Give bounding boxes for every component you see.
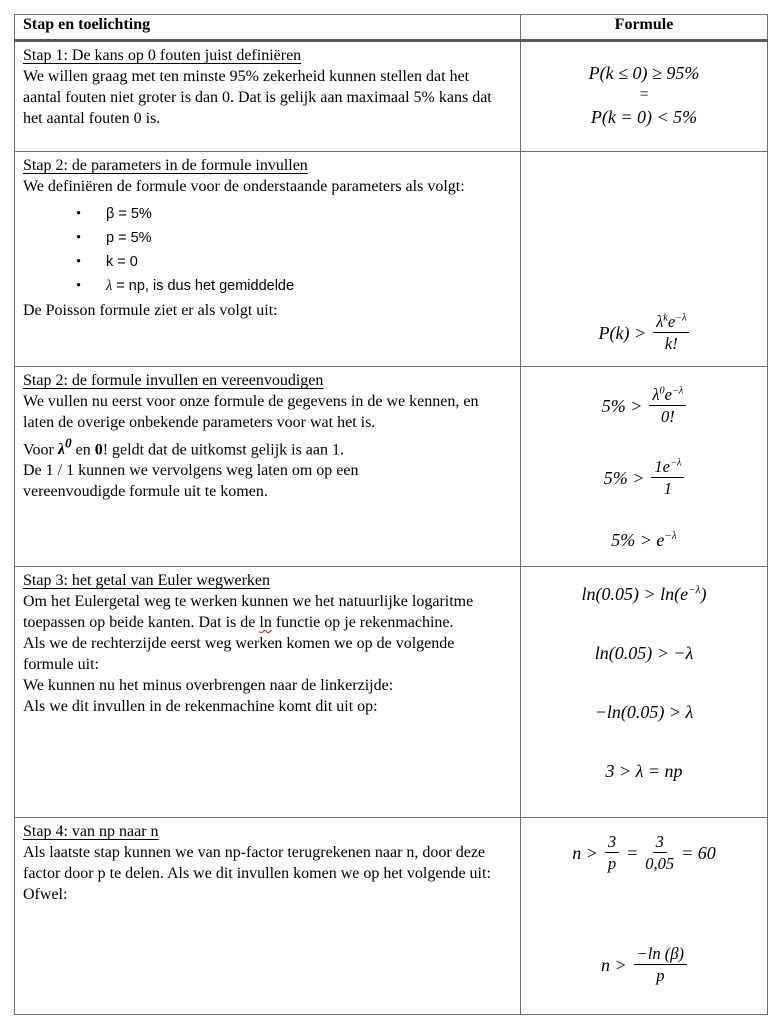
poisson-numerator: $\lambda^ke^{-\lambda}$ (653, 312, 689, 333)
stap3-paragraph3: We kunnen nu het minus overbrengen naar de linkerzijde: (23, 677, 394, 694)
table-row-stap4 (15, 818, 768, 1015)
stap2a-title: Stap 2: de parameters in de formule invullen (23, 157, 308, 174)
formula-minus-ln-gt-lambda: −ln(0.05) > λ (594, 702, 694, 722)
stap4-paragraph2: Ofwel: (23, 886, 68, 903)
formula-3-gt-lambda-np: 3 > λ = np (605, 761, 683, 781)
stap2a-formula-stack (521, 152, 767, 361)
formula-ln-gt-minus-lambda: ln(0.05) > −λ (594, 643, 694, 663)
stap2a-paragraph1: We definiëren de formule voor de onderstaande parameters als volgt: (23, 178, 465, 195)
stap1-title: Stap 1: De kans op 0 fouten juist definiëren (23, 47, 302, 64)
lambda-power-zero: $\lambda^0$ (57, 436, 72, 459)
fraction-3-over-p: $\frac{3}{p}$ (605, 832, 619, 873)
stap2b-formula-stack (521, 367, 767, 561)
stap1-formula-cell (521, 41, 768, 152)
stap2b-formula-cell (521, 367, 768, 567)
stap2b-text-cell (15, 367, 521, 567)
poisson-fraction (653, 312, 689, 353)
stap4-title: Stap 4: van np naar n (23, 823, 159, 840)
poisson-denominator: k! (664, 334, 678, 353)
bullet-p (23, 228, 510, 248)
formula-ln-both-sides: $\ln(0.05) > \ln(e^{-\lambda})$ (581, 584, 707, 604)
column-header-stap-en-toelichting: Stap en toelichting (15, 15, 521, 41)
formula-poisson (599, 312, 690, 353)
stap1-paragraph: We willen graag met ten minste 95% zekerheid kunnen stellen dat het aantal fouten niet groter is dan 0. Dat is gelijk aan maximaal 5% kans dat het aantal fouten 0 is. (23, 68, 492, 127)
stap3-formula-cell (521, 567, 768, 818)
stap3-formula-stack (521, 567, 767, 812)
table-row-stap3 (15, 567, 768, 818)
stap4-text-cell (15, 818, 521, 1015)
bold-zero: 0 (94, 441, 103, 459)
formula-5pct-e: $5\% > e^{-\lambda}$ (611, 530, 677, 550)
table-row-stap1 (15, 41, 768, 152)
formula-n-gt-3-over-p: n > $\frac{3}{p}$ = $\frac{3}{0,05}$ = 60 (572, 832, 716, 873)
fraction-1e: $\frac{1e^{-\lambda}}{1}$ (651, 457, 684, 498)
bullet-dot-icon: • (76, 278, 82, 294)
bullet-dot-icon: • (76, 254, 82, 270)
spellcheck-ln: ln (259, 614, 272, 631)
bullet-dot-icon: • (76, 206, 82, 222)
parameter-bullet-list (23, 204, 510, 296)
stap4-formula-cell (521, 818, 768, 1015)
formula-p-k-eq-0: P(k = 0) < 5% (590, 106, 698, 127)
bullet-lambda-label: = np, is dus het gemiddelde (112, 278, 295, 294)
bullet-lambda (23, 276, 510, 296)
fraction-lambda0: $\frac{\lambda^0e^{-\lambda}}{0!}$ (649, 385, 686, 426)
stap1-text-cell (15, 41, 521, 152)
table-header-row (15, 15, 768, 41)
bullet-beta (23, 204, 510, 224)
stap4-paragraph1: Als laatste stap kunnen we van np-factor terugrekenen naar n, door deze factor door p te delen. Als we dit invullen komen we op het volgende uit: (23, 844, 491, 882)
formula-5pct-1e: 5% > $\frac{1e^{-\lambda}}{1}$ (604, 457, 685, 498)
stap4-formula-stack (521, 818, 767, 1009)
formula-5pct-lambda0: 5% > $\frac{\lambda^0e^{-\lambda}}{0!}$ (602, 385, 687, 426)
stap2a-formula-cell (521, 152, 768, 367)
bullet-dot-icon: • (76, 230, 82, 246)
stap2b-paragraph2: Voor $\lambda^0$ en 0! geldt dat de uitkomst gelijk is aan 1. (23, 436, 345, 459)
table-row-stap2-parameters (15, 152, 768, 367)
steps-table (14, 14, 768, 1015)
stap1-formula-stack (521, 42, 767, 147)
fraction-3-over-005: $\frac{3}{0,05}$ (645, 832, 675, 873)
bullet-lambda-symbol: λ (106, 278, 113, 294)
stap2a-text-cell (15, 152, 521, 367)
stap3-paragraph2: Als we de rechterzijde eerst weg werken komen we op de volgende formule uit: (23, 635, 455, 673)
bullet-p-label: p = 5% (106, 230, 152, 246)
stap3-title: Stap 3: het getal van Euler wegwerken (23, 572, 271, 589)
column-header-formule: Formule (521, 15, 768, 41)
fraction-ln-beta-over-p: $\frac{-\ln (\beta)}{p}$ (634, 944, 687, 985)
formula-equals-sign: = (638, 85, 650, 103)
stap3-text-cell (15, 567, 521, 818)
formula-n-gt-minus-ln-beta: n > $\frac{-\ln (\beta)}{p}$ (601, 944, 687, 985)
table-row-stap2-invullen (15, 367, 768, 567)
bullet-k-label: k = 0 (106, 254, 138, 270)
bullet-beta-label: β = 5% (106, 206, 152, 222)
bullet-k (23, 252, 510, 272)
stap2b-paragraph3: De 1 / 1 kunnen we vervolgens weg laten om op een vereenvoudigde formule uit te komen. (23, 462, 359, 501)
poisson-lhs: P(k) > (598, 322, 647, 343)
stap3-paragraph4: Als we dit invullen in de rekenmachine komt dit uit op: (23, 698, 378, 715)
stap2b-paragraph1: We vullen nu eerst voor onze formule de gegevens in de we kennen, en laten de overige onbekende parameters voor wat het is. (23, 393, 479, 431)
formula-p-k-le-0: P(k ≤ 0) ≥ 95% (588, 62, 700, 83)
stap2a-paragraph2: De Poisson formule ziet er als volgt uit: (23, 302, 278, 319)
stap3-paragraph1: Om het Eulergetal weg te werken kunnen we het natuurlijke logaritme toepassen op beide kanten. Dat is de ln functie op je rekenmachine. (23, 593, 474, 631)
stap2b-title: Stap 2: de formule invullen en vereenvoudigen (23, 372, 324, 389)
